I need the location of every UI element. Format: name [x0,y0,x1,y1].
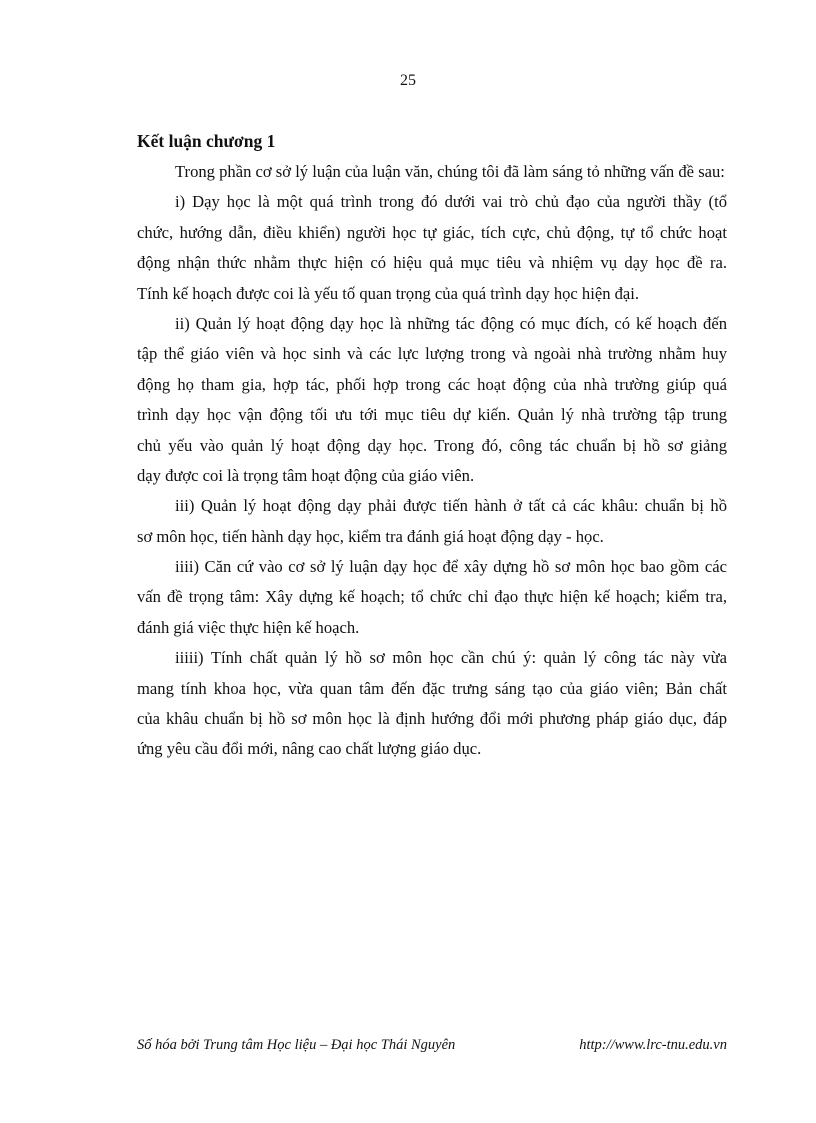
paragraph [137,646,727,768]
page-number: 25 [400,72,416,89]
text-line: vấn đề trọng tâm: Xây dựng kế hoạch; tổ chức chỉ đạo thực hiện kế hoạch; kiểm tra, [137,587,727,607]
text-line: động họ tham gia, hợp tác, phối hợp trong các hoạt động của nhà trường giúp quá [137,374,727,394]
text-line: ii) Quản lý hoạt động dạy học là những tác động có mục đích, có kế hoạch đến [175,313,727,333]
paragraph [137,555,727,646]
paragraph [137,160,727,190]
document-body [137,160,727,768]
text-line: chức, hướng dẫn, điều khiển) người học tự giác, tích cực, chủ động, tự tổ chức hoạt [137,222,727,242]
text-line: dạy được coi là trọng tâm hoạt động của giáo viên. [137,465,475,485]
text-line: sơ môn học, tiến hành dạy học, kiểm tra đánh giá hoạt động dạy - học. [137,526,604,546]
text-line: mang tính khoa học, vừa quan tâm đến đặc trưng sáng tạo của giáo viên; Bản chất [137,678,727,698]
text-line: của khâu chuẩn bị hồ sơ môn học là định hướng đổi mới phương pháp giáo dục, đáp [137,709,727,729]
text-line: trình dạy học vận động tối ưu tới mục tiêu dự kiến. Quản lý nhà trường tập trung [137,405,727,425]
paragraph [137,312,727,494]
text-line: i) Dạy học là một quá trình trong đó dưới vai trò chủ đạo của người thầy (tổ [175,192,727,212]
text-line: Tính kế hoạch được coi là yếu tố quan trọng của quá trình dạy học hiện đại. [137,283,640,303]
footer-source: Số hóa bởi Trung tâm Học liệu – Đại học Thái Nguyên [137,1037,456,1053]
footer-url[interactable]: http://www.lrc-tnu.edu.vn [579,1037,727,1053]
text-line: iiiii) Tính chất quản lý hồ sơ môn học cần chú ý: quản lý công tác này vừa [175,648,727,668]
paragraph [137,190,727,312]
text-line: động nhận thức nhằm thực hiện có hiệu quả mục tiêu và nhiệm vụ dạy học đề ra. [137,253,727,273]
text-line: Trong phần cơ sở lý luận của luận văn, chúng tôi đã làm sáng tỏ những vấn đề sau: [175,162,725,181]
text-line: ứng yêu cầu đổi mới, nâng cao chất lượng giáo dục. [137,739,482,759]
section-heading: Kết luận chương 1 [137,131,276,151]
paragraph [137,494,727,555]
text-line: chủ yếu vào quản lý hoạt động dạy học. Trong đó, công tác chuẩn bị hồ sơ giảng [137,435,727,455]
text-line: iii) Quản lý hoạt động dạy phải được tiến hành ở tất cả các khâu: chuẩn bị hồ [175,496,727,516]
text-line: iiii) Căn cứ vào cơ sở lý luận dạy học để xây dựng hồ sơ môn học bao gồm các [175,557,727,577]
text-line: tập thể giáo viên và học sinh và các lực lượng trong và ngoài nhà trường nhằm huy [137,344,727,364]
text-line: đánh giá việc thực hiện kế hoạch. [137,617,360,637]
page-footer [137,1037,727,1054]
